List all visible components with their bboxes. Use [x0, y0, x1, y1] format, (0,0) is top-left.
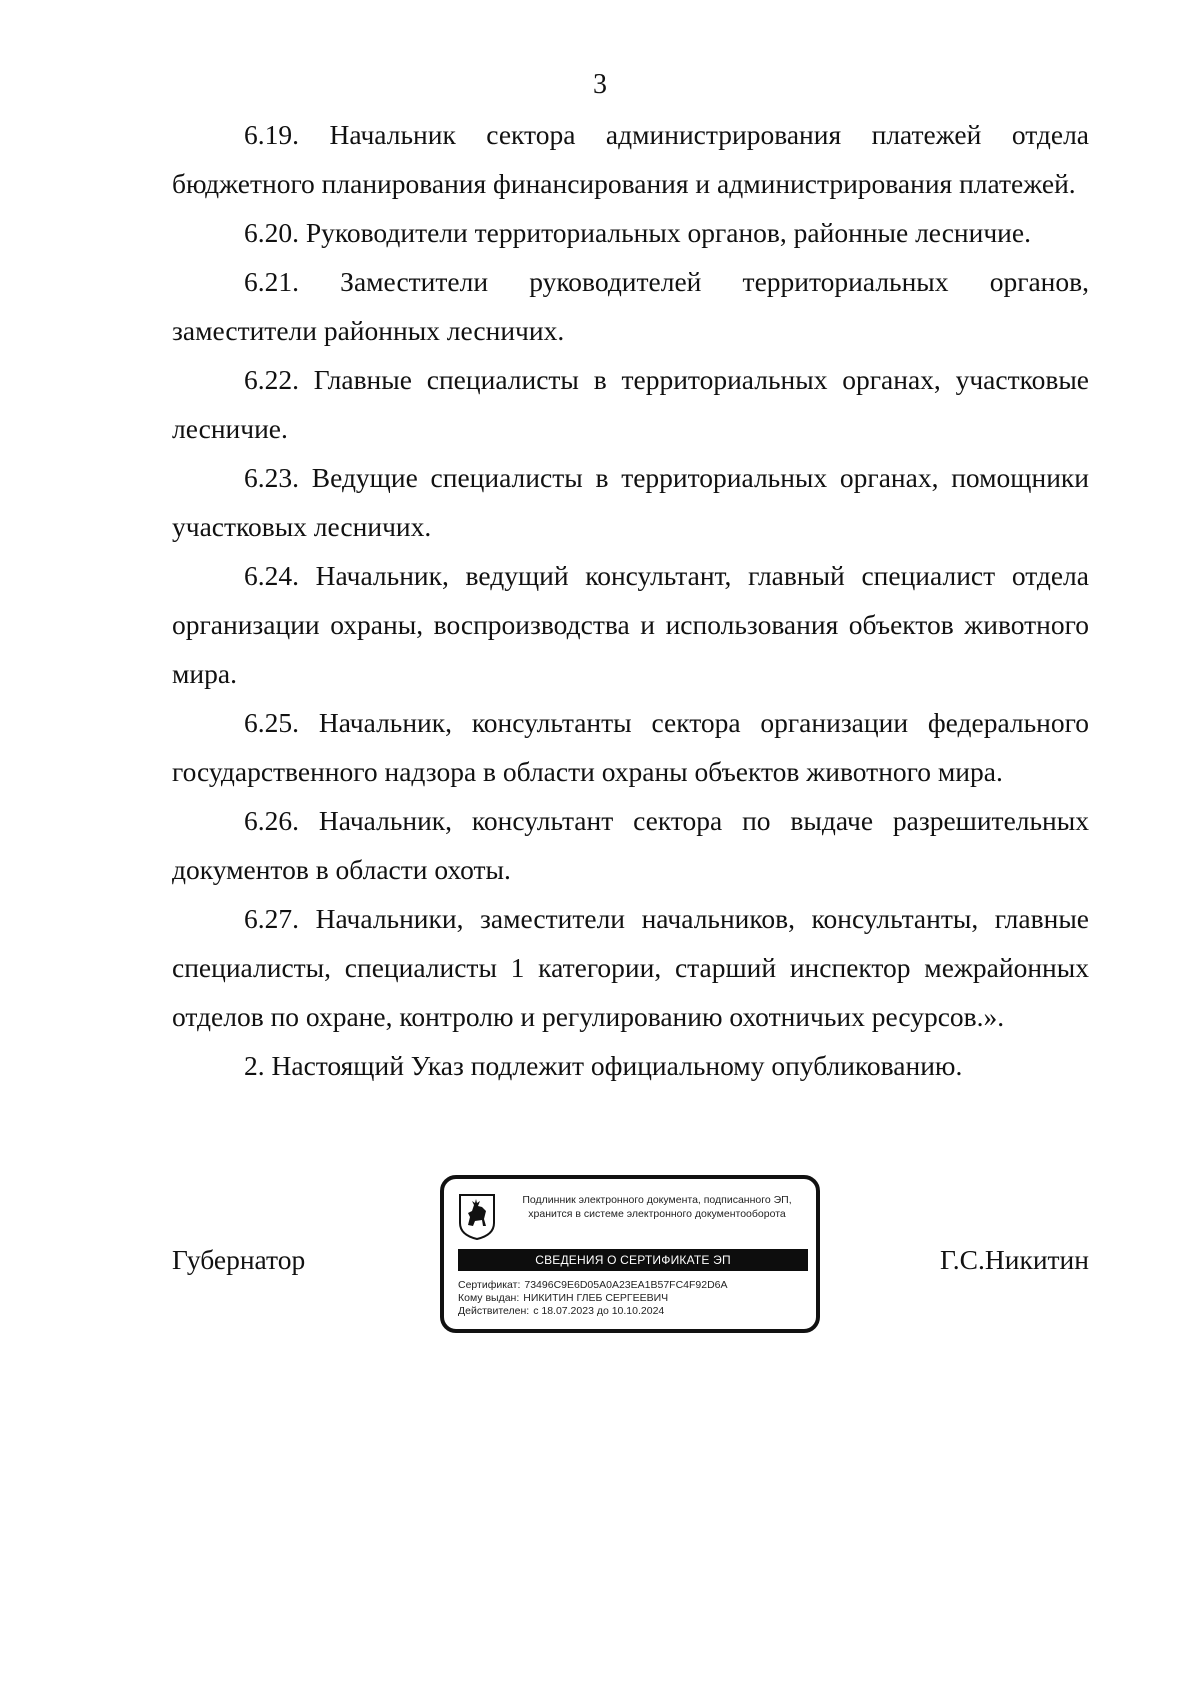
paragraph-6-24: 6.24. Начальник, ведущий консультант, главный специалист отдела организации охраны, воспроизводства и использования объектов животного мира. — [172, 560, 1089, 689]
signature-block — [172, 1175, 1089, 1345]
validity-label: Действителен: — [458, 1305, 530, 1317]
signer-name: Г.С.Никитин — [940, 1244, 1089, 1275]
issued-to-value: НИКИТИН ГЛЕБ СЕРГЕЕВИЧ — [523, 1292, 669, 1304]
signer-position: Губернатор — [172, 1244, 306, 1275]
issued-to-line — [458, 1292, 808, 1305]
stamp-header-line-2: хранится в системе электронного документооборота — [528, 1208, 786, 1220]
paragraph-6-26: 6.26. Начальник, консультант сектора по выдаче разрешительных документов в области охоты. — [172, 805, 1089, 885]
certificate-label: Сертификат: — [458, 1279, 521, 1291]
stamp-header — [500, 1193, 814, 1221]
certificate-line — [458, 1279, 808, 1292]
stamp-certificate-bar: СВЕДЕНИЯ О СЕРТИФИКАТЕ ЭП — [458, 1249, 808, 1271]
paragraph-6-22: 6.22. Главные специалисты в территориальных органах, участковые лесничие. — [172, 364, 1089, 444]
page-number: 3 — [593, 69, 607, 100]
validity-line — [458, 1305, 808, 1318]
paragraph-6-23: 6.23. Ведущие специалисты в территориальных органах, помощники участковых лесничих. — [172, 462, 1089, 542]
deer-emblem-icon — [458, 1193, 496, 1241]
paragraph-6-25: 6.25. Начальник, консультанты сектора организации федерального государственного надзора в области охраны объектов животного мира. — [172, 707, 1089, 787]
document-body — [172, 110, 1089, 1090]
electronic-signature-stamp — [440, 1175, 820, 1333]
paragraph-6-27: 6.27. Начальники, заместители начальников, консультанты, главные специалисты, специалисты 1 категории, старший инспектор межрайонных отделов по охране, контролю и регулированию охотничьих ресурсов.». — [172, 903, 1089, 1032]
validity-value: с 18.07.2023 до 10.10.2024 — [533, 1305, 665, 1317]
stamp-certificate-details — [458, 1279, 808, 1318]
issued-to-label: Кому выдан: — [458, 1292, 520, 1304]
paragraph-publication: 2. Настоящий Указ подлежит официальному опубликованию. — [244, 1050, 963, 1081]
stamp-header-line-1: Подлинник электронного документа, подписанного ЭП, — [522, 1194, 792, 1206]
paragraph-6-20: 6.20. Руководители территориальных органов, районные лесничие. — [244, 217, 1031, 248]
certificate-value: 73496C9E6D05A0A23EA1B57FC4F92D6A — [524, 1279, 728, 1291]
paragraph-6-21: 6.21. Заместители руководителей территориальных органов, заместители районных лесничих. — [172, 266, 1089, 346]
paragraph-6-19: 6.19. Начальник сектора администрирования платежей отдела бюджетного планирования финансирования и администрирования платежей. — [172, 119, 1089, 199]
